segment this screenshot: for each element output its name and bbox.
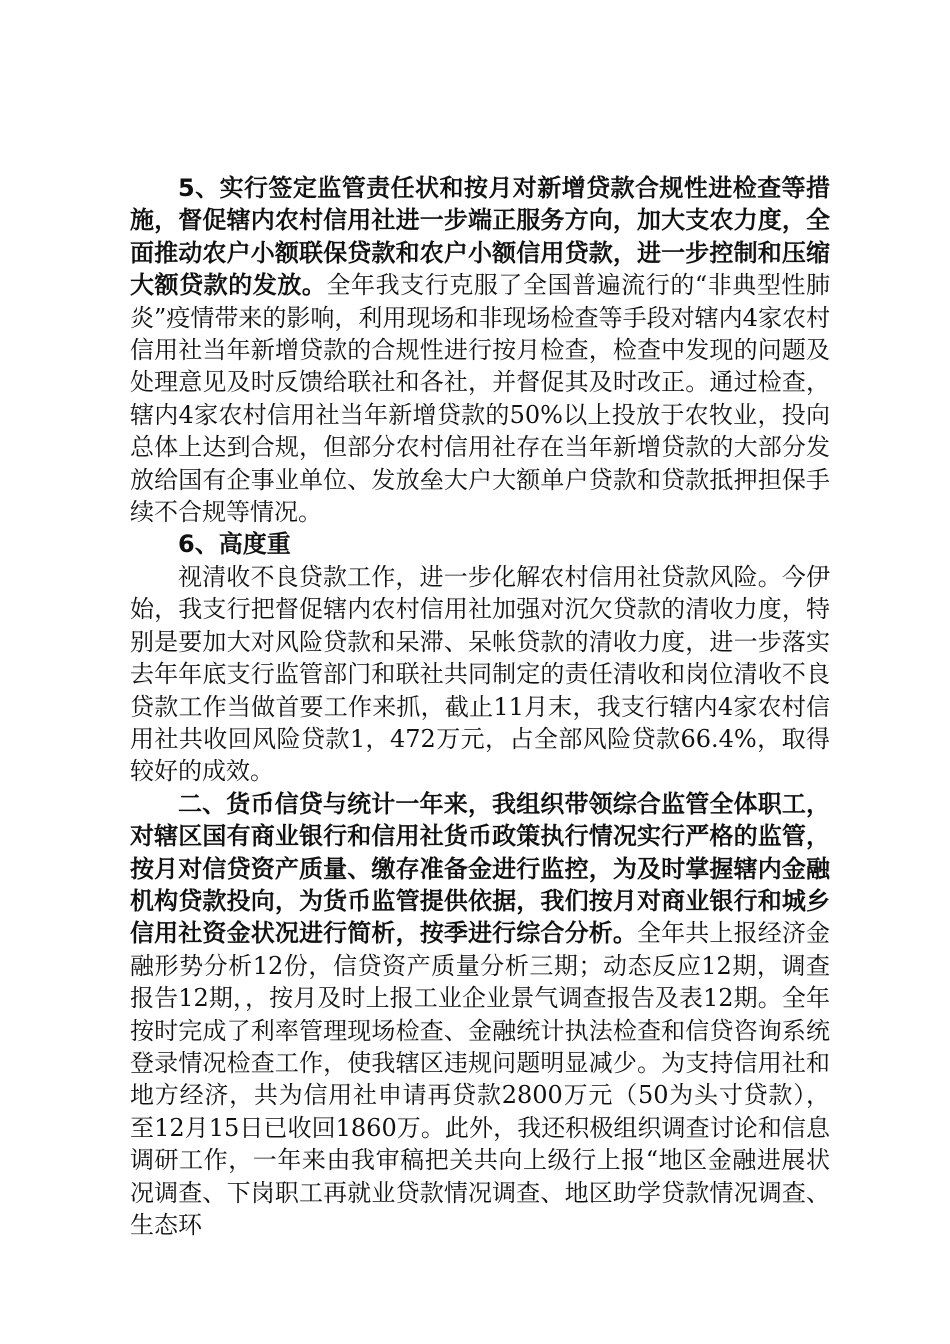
document-body bbox=[130, 172, 830, 1241]
section-2-text: 全年共上报经济金融形势分析12份，信贷资产质量分析三期；动态反应12期，调查报告12期，，按月及时上报工业企业景气调查报告及表12期。全年按时完成了利率管理现场检查、金融统计执法检查和信贷咨询系统登录情况检查工作，使我辖区违规问题明显减少。为支持信用社和地方经济，共为信用社申请再贷款2800万元（50为头寸贷款），至12月15日已收回1860万。此外，我还积极组织调查讨论和信息调研工作，一年来由我审稿把关共向上级行上报“地区金融进展状况调查、下岗职工再就业贷款情况调查、地区助学贷款情况调查、生态环 bbox=[130, 919, 830, 1239]
paragraph-5-text: 全年我支行克服了全国普遍流行的“非典型性肺炎”疫情带来的影响，利用现场和非现场检查等手段对辖内4家农村信用社当年新增贷款的合规性进行按月检查，检查中发现的问题及处理意见及时反馈给联社和各社，并督促其及时改正。通过检查，辖内4家农村信用社当年新增贷款的50%以上投放于农牧业，投向总体上达到合规，但部分农村信用社存在当年新增贷款的大部分发放给国有企事业单位、发放垒大户大额单户贷款和贷款抵押担保手续不合规等情况。 bbox=[130, 271, 830, 527]
paragraph-6-text: 视清收不良贷款工作，进一步化解农村信用社贷款风险。今伊始，我支行把督促辖内农村信用社加强对沉欠贷款的清收力度，特别是要加大对风险贷款和呆滞、呆帐贷款的清收力度，进一步落实去年年底支行监管部门和联社共同制定的责任清收和岗位清收不良贷款工作当做首要工作来抓，截止11月末，我支行辖内4家农村信用社共收回风险贷款1，472万元，占全部风险贷款66.4%，取得较好的成效。 bbox=[130, 562, 830, 786]
paragraph-item-6-heading bbox=[130, 528, 830, 560]
paragraph-item-6-body bbox=[130, 561, 830, 788]
section-2 bbox=[130, 788, 830, 1242]
paragraph-item-5 bbox=[130, 172, 830, 528]
paragraph-6-heading: 6、高度重 bbox=[178, 530, 291, 559]
paragraph-5-heading: 5、实行签定监管责任状和按月对新增贷款合规性进检查等措施，督促辖内农村信用社进一步端正服务方向，加大支农力度，全面推动农户小额联保贷款和农户小额信用贷款，进一步控制和压缩大额贷款的发放。 bbox=[130, 174, 830, 300]
section-2-heading: 二、货币信贷与统计一年来，我组织带领综合监管全体职工，对辖区国有商业银行和信用社货币政策执行情况实行严格的监管，按月对信贷资产质量、缴存准备金进行监控，为及时掌握辖内金融机构贷款投向，为货币监管提供依据，我们按月对商业银行和城乡信用社资金状况进行简析，按季进行综合分析。 bbox=[130, 789, 830, 948]
